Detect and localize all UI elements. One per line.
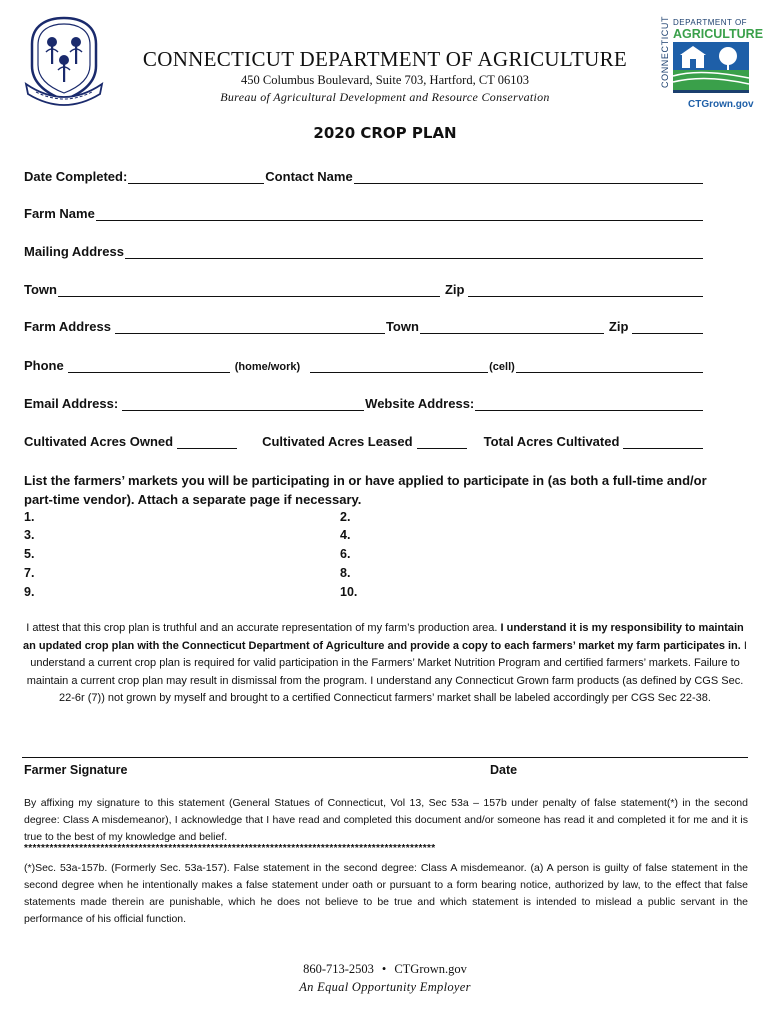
farmer-signature-label: Farmer Signature: [24, 763, 128, 777]
farm-town-field[interactable]: [420, 321, 604, 334]
zip-field[interactable]: [468, 284, 703, 297]
zip-label: Zip: [444, 282, 465, 297]
farm-address-label: Farm Address: [24, 319, 111, 334]
row-phone: [24, 355, 704, 373]
email-field[interactable]: [122, 398, 364, 411]
farm-name-field[interactable]: [96, 208, 703, 221]
cell-extra-field[interactable]: [516, 360, 703, 373]
contact-name-field[interactable]: [354, 171, 703, 184]
town-label: Town: [24, 282, 57, 297]
town-field[interactable]: [58, 284, 440, 297]
footer-eoe: An Equal Opportunity Employer: [299, 980, 471, 994]
market-number: 9.: [24, 585, 35, 599]
market-number: 7.: [24, 566, 35, 580]
phone-label: Phone: [24, 358, 64, 373]
home-work-label: (home/work): [234, 361, 301, 373]
logo-url: CTGrown.gov: [688, 99, 754, 110]
website-field[interactable]: [475, 398, 703, 411]
website-label: Website Address:: [365, 396, 475, 411]
acres-leased-field[interactable]: [417, 436, 467, 449]
market-number: 5.: [24, 547, 35, 561]
market-number: 10.: [340, 585, 358, 599]
row-acres: [24, 431, 704, 449]
logo-top-text: DEPARTMENT OF: [673, 18, 748, 27]
footer-contact: [0, 962, 770, 977]
market-number: 3.: [24, 528, 35, 542]
mailing-address-label: Mailing Address: [24, 244, 124, 259]
phone-cell-field[interactable]: [310, 360, 488, 373]
ct-agriculture-logo: [660, 15, 764, 114]
date-completed-field[interactable]: [128, 171, 264, 184]
asterisk-divider: *************************************************************************************************: [24, 843, 436, 854]
farm-zip-label: Zip: [608, 319, 629, 334]
attestation-statement: [22, 620, 748, 708]
farm-town-label: Town: [385, 319, 419, 334]
acres-leased-label: Cultivated Acres Leased: [262, 434, 413, 449]
acres-owned-field[interactable]: [177, 436, 237, 449]
row-date-contact: [24, 166, 704, 184]
row-farm-address: [24, 316, 704, 334]
form-title: 2020 CROP PLAN: [313, 124, 457, 142]
row-email-website: [24, 393, 704, 411]
farm-address-field[interactable]: [115, 321, 385, 334]
farm-zip-field[interactable]: [632, 321, 703, 334]
mailing-address-field[interactable]: [125, 246, 703, 259]
department-address: 450 Columbus Boulevard, Suite 703, Hartford, CT 06103: [241, 73, 529, 87]
market-number: 8.: [340, 566, 351, 580]
false-statement-statute: (*)Sec. 53a-157b. (Formerly Sec. 53a-157). False statement in the second degree: Class A misdemeanor. (a) A person is guilty of false statement in the second degree when he intentionally makes a false statement under oath or pursuant to a form bearing notice, authorized by law, to the effect that false statements made therein are punishable, which he does not believe to be true and which statement is intended to mislead a public servant in the performance of his official function.: [24, 862, 748, 925]
affix-statement: By affixing my signature to this statement (General Statues of Connecticut, Vol 13, Sec 53a – 157b under penalty of false statement(*) in the second degree: Class A misdemeanor), I acknowledge that I have read and completed this document and/or someone has read it and completed it for me and it is true to the best of my knowledge and belief.: [24, 797, 748, 843]
signature-line[interactable]: [22, 757, 748, 758]
email-label: Email Address:: [24, 396, 119, 411]
market-number: 2.: [340, 510, 351, 524]
attest-responsibility: I understand it is my responsibility to maintain an updated crop plan with the Connecticut Department of Agriculture and provide a copy to each farmers’ market my farm participates in.: [23, 622, 744, 652]
row-town-zip: [24, 279, 704, 297]
footer-bullet-icon: •: [381, 962, 387, 976]
logo-vertical-text: CONNECTICUT: [660, 15, 670, 88]
attest-part1: I attest that this crop plan is truthful and an accurate representation of my farm’s production area.: [26, 622, 501, 634]
date-completed-label: Date Completed:: [24, 169, 128, 184]
acres-owned-label: Cultivated Acres Owned: [24, 434, 174, 449]
cell-label: (cell): [489, 361, 515, 373]
contact-name-label: Contact Name: [265, 169, 353, 184]
footer-phone: 860-713-2503: [303, 962, 374, 976]
attest-part3: I understand a current crop plan is required for valid participation in the Farmers’ Market Nutrition Program and certified farmers’ markets. Failure to maintain a current crop plan may result in dismissal from the program. I understand any Connecticut Grown farm products (as defined by CGS Sec. 22-6r (7)) not grown by myself and brought to a certified Connecticut farmers’ market shall be labeled accordingly per CGS Sec 22-38.: [26, 639, 747, 704]
phone-home-field[interactable]: [68, 360, 230, 373]
row-mailing-address: [24, 241, 704, 259]
market-number: 6.: [340, 547, 351, 561]
row-farm-name: [24, 203, 704, 221]
market-number: 1.: [24, 510, 35, 524]
bureau-name: Bureau of Agricultural Development and Resource Conservation: [220, 90, 550, 104]
signature-date-label: Date: [490, 763, 518, 777]
acres-total-field[interactable]: [623, 436, 703, 449]
logo-main-text: AGRICULTURE: [673, 27, 764, 41]
market-number: 4.: [340, 528, 351, 542]
farm-name-label: Farm Name: [24, 206, 95, 221]
footer-site[interactable]: CTGrown.gov: [394, 962, 467, 976]
markets-heading: List the farmers’ markets you will be participating in or have applied to participate in (as both a full-time and/or part-time vendor). Attach a separate page if necessary.: [24, 473, 707, 507]
acres-total-label: Total Acres Cultivated: [483, 434, 620, 449]
department-title: CONNECTICUT DEPARTMENT OF AGRICULTURE: [142, 47, 628, 71]
